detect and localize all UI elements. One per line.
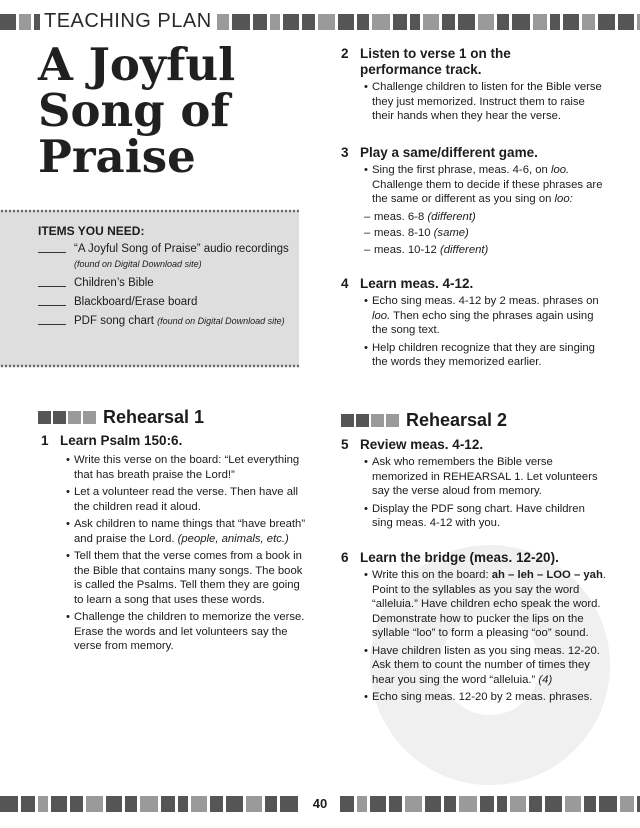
rehearsal-1-heading bbox=[38, 407, 204, 428]
list-item: • Ask who remembers the Bible verse memorized in REHEARSAL 1. Let volunteers say the verse aloud from memory. bbox=[364, 455, 606, 499]
step-5 bbox=[341, 437, 606, 534]
item-note: (found on Digital Download site) bbox=[157, 316, 285, 326]
section-label: TEACHING PLAN bbox=[44, 10, 212, 32]
decor-block bbox=[563, 14, 579, 30]
decor-block bbox=[283, 14, 299, 30]
block-icon bbox=[68, 411, 81, 424]
item-row bbox=[38, 314, 294, 329]
dotted-rule bbox=[0, 363, 299, 369]
sub-list-item: – meas. 10-12 (different) bbox=[364, 243, 606, 258]
decor-block bbox=[338, 14, 354, 30]
block-icon bbox=[386, 414, 399, 427]
decor-block bbox=[0, 14, 16, 30]
item-text: PDF song chart bbox=[74, 315, 154, 327]
list-item: • Let a volunteer read the verse. Then have all the children read it aloud. bbox=[66, 485, 306, 514]
list-item: • Echo sing meas. 4-12 by 2 meas. phrases on loo. Then echo sing the phrases again using the song text. bbox=[364, 294, 606, 338]
block-icon bbox=[83, 411, 96, 424]
list-item: • Have children listen as you sing meas. 12-20. Ask them to count the number of times they hear you sing the word “alleluia.” (4) bbox=[364, 644, 609, 688]
step-title: Learn Psalm 150:6. bbox=[60, 433, 183, 448]
item-row bbox=[38, 242, 294, 272]
decor-block bbox=[497, 14, 509, 30]
step-title: Listen to verse 1 on the performance track. bbox=[360, 46, 511, 77]
list-item: • Challenge the children to memorize the verse. Erase the words and let volunteers say the verse from memory. bbox=[66, 610, 306, 654]
item-note: (found on Digital Download site) bbox=[74, 259, 202, 269]
list-item: • Sing the first phrase, meas. 4-6, on loo. Challenge them to decide if these phrases are the same or different as you sing on loo: bbox=[364, 163, 606, 207]
step-2 bbox=[341, 46, 606, 127]
decor-block bbox=[393, 14, 407, 30]
block-icon bbox=[371, 414, 384, 427]
decor-block bbox=[478, 14, 494, 30]
decor-block bbox=[618, 14, 634, 30]
decor-block bbox=[232, 14, 250, 30]
decor-block bbox=[512, 14, 530, 30]
list-item: • Display the PDF song chart. Have children sing meas. 4-12 with you. bbox=[364, 502, 606, 531]
step-title: Play a same/different game. bbox=[360, 145, 538, 160]
step-3 bbox=[341, 145, 606, 259]
decor-block bbox=[550, 14, 560, 30]
step-number: 5 bbox=[341, 437, 349, 452]
decor-block bbox=[410, 14, 420, 30]
decor-block bbox=[357, 14, 369, 30]
sub-list-item: – meas. 6-8 (different) bbox=[364, 210, 606, 225]
decor-block bbox=[458, 14, 475, 30]
rehearsal-title: Rehearsal 1 bbox=[103, 407, 205, 427]
decor-block bbox=[217, 14, 229, 30]
decor-block bbox=[19, 14, 31, 30]
decor-block bbox=[582, 14, 595, 30]
checkbox-line[interactable] bbox=[38, 314, 66, 325]
item-row bbox=[38, 276, 294, 291]
decor-block bbox=[598, 14, 615, 30]
items-title: ITEMS YOU NEED: bbox=[38, 224, 145, 238]
page-number: 40 bbox=[312, 796, 328, 811]
decor-block bbox=[533, 14, 547, 30]
step-number: 3 bbox=[341, 145, 349, 160]
decor-block bbox=[270, 14, 280, 30]
step-number: 6 bbox=[341, 550, 349, 565]
block-icon bbox=[341, 414, 354, 427]
items-needed-box bbox=[0, 212, 299, 365]
decor-block bbox=[34, 14, 40, 30]
step-number: 1 bbox=[41, 433, 49, 448]
checkbox-line[interactable] bbox=[38, 242, 66, 253]
step-title: Review meas. 4-12. bbox=[360, 437, 484, 452]
header-decoration-right bbox=[217, 14, 640, 30]
list-item: • Write this on the board: ah – leh – LOO – yah. Point to the syllables as you say the word “alleluia.” Have children echo speak the word. Demonstrate how to pucker the lips on the syllable “loo” to form a pleasing “oo” sound. bbox=[364, 568, 609, 641]
decor-block bbox=[253, 14, 267, 30]
list-item: • Help children recognize that they are singing the words they memorized earlier. bbox=[364, 341, 606, 370]
decor-block bbox=[372, 14, 390, 30]
block-icon bbox=[356, 414, 369, 427]
step-1 bbox=[41, 433, 306, 657]
item-text: “A Joyful Song of Praise” audio recordings bbox=[74, 243, 289, 255]
list-item: • Ask children to name things that “have breath” and praise the Lord. (people, animals, etc.) bbox=[66, 517, 306, 546]
decor-block bbox=[318, 14, 335, 30]
rehearsal-2-heading bbox=[341, 410, 507, 431]
block-icon bbox=[38, 411, 51, 424]
block-icon bbox=[53, 411, 66, 424]
step-title: Learn meas. 4-12. bbox=[360, 276, 474, 291]
item-text: Children’s Bible bbox=[74, 277, 154, 289]
step-number: 4 bbox=[341, 276, 349, 291]
list-item: • Challenge children to listen for the Bible verse they just memorized. Instruct them to raise their hands when they hear the verse. bbox=[364, 80, 606, 124]
rehearsal-title: Rehearsal 2 bbox=[406, 410, 508, 430]
step-6 bbox=[341, 550, 609, 708]
step-title: Learn the bridge (meas. 12-20). bbox=[360, 550, 559, 565]
sub-list-item: – meas. 8-10 (same) bbox=[364, 226, 606, 241]
item-text: Blackboard/Erase board bbox=[74, 296, 198, 308]
header-decoration-left bbox=[0, 14, 40, 30]
step-4 bbox=[341, 276, 606, 373]
decor-block bbox=[442, 14, 455, 30]
list-item: • Write this verse on the board: “Let everything that has breath praise the Lord!” bbox=[66, 453, 306, 482]
step-number: 2 bbox=[341, 46, 349, 61]
list-item: • Tell them that the verse comes from a book in the Bible that contains many songs. The book is called the Psalms. Tell them they are going to learn a song that uses these words. bbox=[66, 549, 306, 607]
checkbox-line[interactable] bbox=[38, 276, 66, 287]
checkbox-line[interactable] bbox=[38, 295, 66, 306]
page-title: A Joyful Song of Praise bbox=[38, 38, 236, 183]
decor-block bbox=[423, 14, 439, 30]
list-item: • Echo sing meas. 12-20 by 2 meas. phrases. bbox=[364, 690, 609, 705]
dotted-rule bbox=[0, 208, 299, 214]
decor-block bbox=[302, 14, 315, 30]
item-row bbox=[38, 295, 294, 310]
